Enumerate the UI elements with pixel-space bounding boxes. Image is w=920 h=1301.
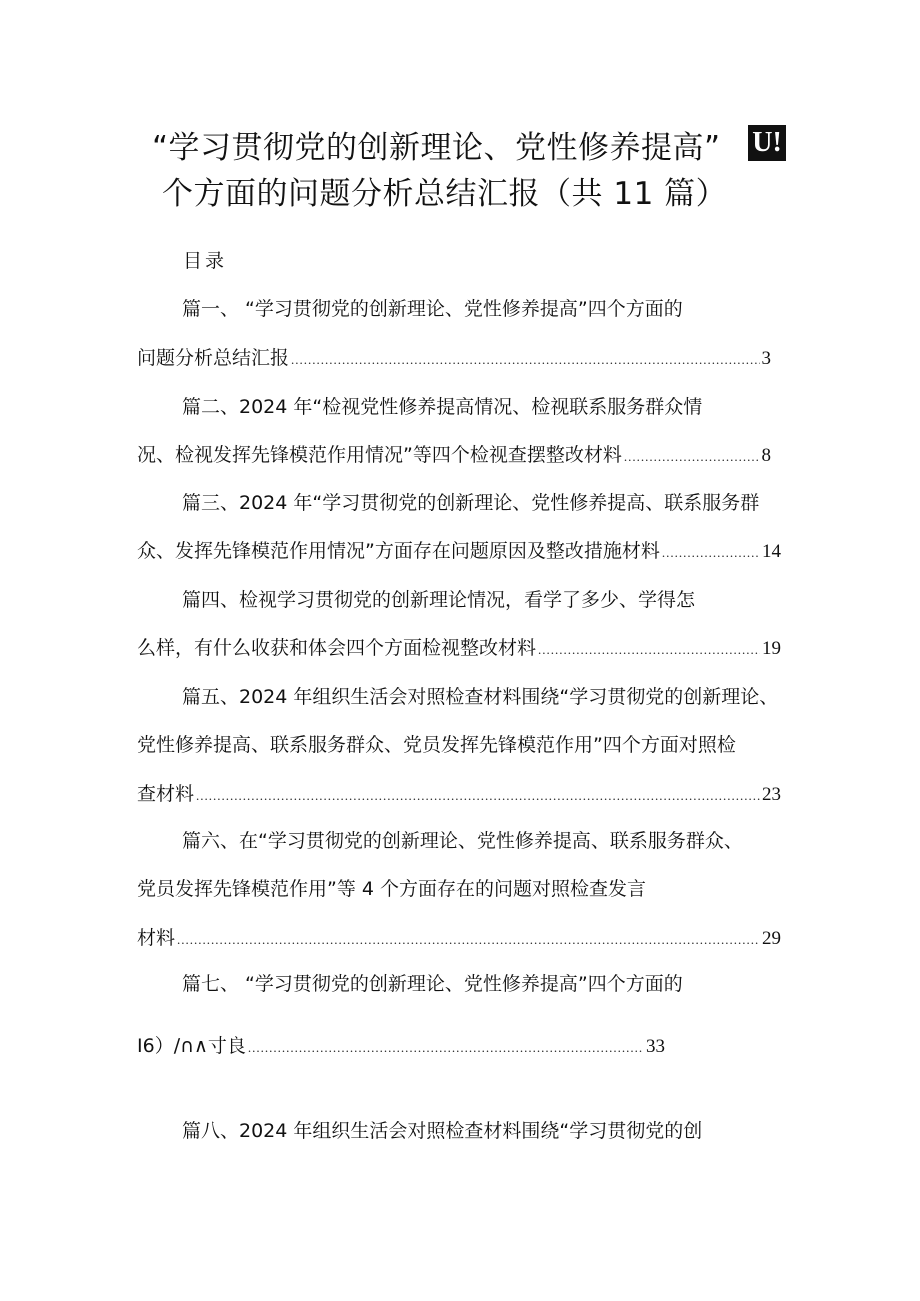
toc-entry-3-page: 14 (762, 541, 781, 562)
toc-entry-6-page: 29 (762, 928, 781, 949)
dot-leader (196, 782, 760, 810)
toc-entry-7-page: 33 (646, 1036, 665, 1057)
toc-entry-3-last-line[interactable] (137, 537, 781, 567)
toc-entry-8-line-1: 篇八、2024 年组织生活会对照检查材料围绕“学习贯彻党的创 (182, 1120, 703, 1142)
dot-leader (248, 1034, 644, 1062)
toc-entry-1-last-line[interactable] (137, 344, 771, 374)
toc-entry-6-line-3: 材料 (137, 927, 176, 949)
toc-entry-6-line-1: 篇六、在“学习贯彻党的创新理论、党性修养提高、联系服务群众、 (182, 830, 743, 852)
title-line-2: 个方面的问题分析总结汇报（共 11 篇） (162, 176, 728, 212)
toc-entry-1-line-1: 篇一、 “学习贯彻党的创新理论、党性修养提高”四个方面的 (182, 298, 683, 320)
dot-leader (291, 346, 759, 374)
toc-entry-6-line-2: 党员发挥先锋模范作用”等 4 个方面存在的问题对照检查发言 (137, 878, 647, 900)
toc-entry-5-line-1: 篇五、2024 年组织生活会对照检查材料围绕“学习贯彻党的创新理论、 (182, 686, 779, 708)
toc-entry-5-line-3: 查材料 (137, 783, 195, 805)
toc-heading: 目录 (183, 250, 228, 272)
corner-mark: U! (748, 125, 786, 161)
title-line-1: “学习贯彻党的创新理论、党性修养提高” (152, 130, 721, 166)
toc-entry-4-page: 19 (762, 638, 781, 659)
toc-entry-3-line-1: 篇三、2024 年“学习贯彻党的创新理论、党性修养提高、联系服务群 (182, 492, 760, 514)
toc-entry-2-line-1: 篇二、2024 年“检视党性修养提高情况、检视联系服务群众情 (182, 396, 703, 418)
toc-entry-5-last-line[interactable] (137, 780, 781, 810)
toc-entry-7-last-line[interactable] (137, 1032, 665, 1062)
toc-entry-1-page: 3 (761, 348, 771, 369)
toc-entry-4-last-line[interactable] (137, 634, 781, 664)
toc-entry-5-page: 23 (762, 784, 781, 805)
dot-leader (662, 539, 760, 567)
dot-leader (538, 636, 760, 664)
toc-entry-5-line-2: 党性修养提高、联系服务群众、党员发挥先锋模范作用”四个方面对照检 (137, 734, 736, 756)
toc-entry-7-line-2: I6）∕∩∧寸良 (137, 1035, 246, 1057)
dot-leader (624, 443, 760, 471)
toc-entry-2-last-line[interactable] (137, 441, 771, 471)
toc-entry-6-last-line[interactable] (137, 924, 781, 954)
dot-leader (177, 926, 760, 954)
toc-entry-1-line-2: 问题分析总结汇报 (137, 347, 290, 369)
toc-entry-7-line-1: 篇七、 “学习贯彻党的创新理论、党性修养提高”四个方面的 (182, 973, 683, 995)
toc-entry-3-line-2: 众、发挥先锋模范作用情况”方面存在问题原因及整改措施材料 (137, 540, 660, 562)
toc-entry-2-line-2: 况、检视发挥先锋模范作用情况”等四个检视查摆整改材料 (137, 444, 622, 466)
toc-entry-4-line-2: 么样，有什么收获和体会四个方面检视整改材料 (137, 637, 537, 659)
toc-entry-4-line-1: 篇四、检视学习贯彻党的创新理论情况，看学了多少、学得怎 (182, 589, 696, 611)
toc-entry-2-page: 8 (761, 445, 771, 466)
